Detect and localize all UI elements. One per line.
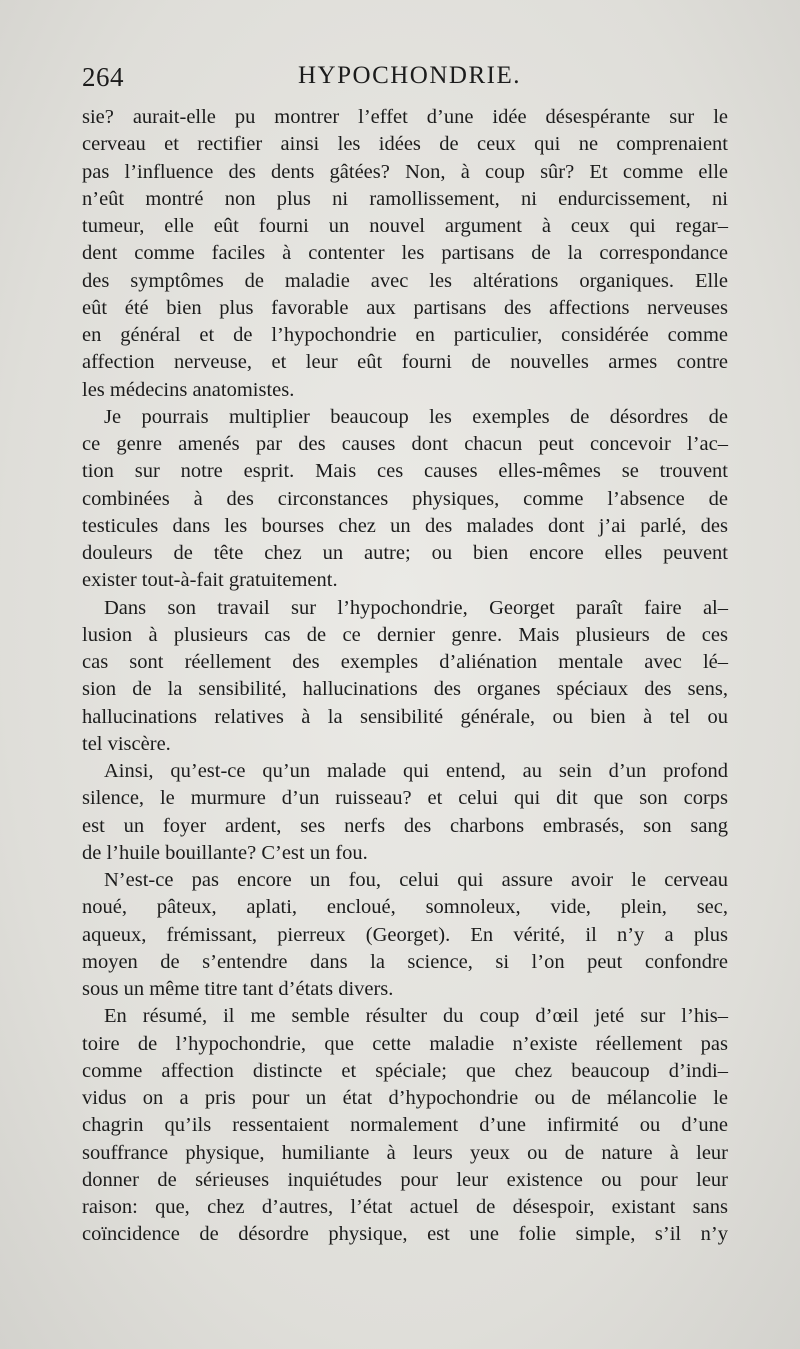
text-line: noué, pâteux, aplati, encloué, somnoleux, vide, plein, sec,	[82, 896, 728, 919]
text-line: de l’huile bouillante? C’est un fou.	[82, 841, 368, 864]
text-line: des symptômes de maladie avec les altérations organiques. Elle	[82, 269, 728, 292]
text-line: en général et de l’hypochondrie en particulier, considérée comme	[82, 324, 728, 346]
text-line: sous un même titre tant d’états divers.	[82, 978, 394, 1000]
text-line: Ainsi, qu’est-ce qu’un malade qui entend, au sein d’un profond	[104, 760, 728, 782]
text-line: En résumé, il me semble résulter du coup d’œil jeté sur l’his–	[104, 1005, 728, 1028]
text-line: lusion à plusieurs cas de ce dernier genre. Mais plusieurs de ces	[82, 623, 728, 646]
text-line: vidus on a pris pour un état d’hypochondrie ou de mélancolie le	[82, 1087, 728, 1109]
text-line: hallucinations relatives à la sensibilité générale, ou bien à tel ou	[82, 705, 728, 728]
text-line: tumeur, elle eût fourni un nouvel argument à ceux qui regar–	[82, 215, 728, 237]
text-line: cerveau et rectifier ainsi les idées de ceux qui ne comprenaient	[82, 133, 728, 156]
body-text	[82, 104, 728, 1249]
text-line: est un foyer ardent, ses nerfs des charbons embrasés, son sang	[82, 814, 728, 837]
text-line: douleurs de tête chez un autre; ou bien encore elles peuvent	[82, 542, 728, 564]
text-line: eût été bien plus favorable aux partisans des affections nerveuses	[82, 296, 728, 319]
text-line: toire de l’hypochondrie, que cette maladie n’existe réellement pas	[82, 1032, 728, 1055]
text-line: testicules dans les bourses chez un des malades dont j’ai parlé, des	[82, 514, 728, 537]
text-line: sie? aurait-elle pu montrer l’effet d’une idée désespérante sur le	[82, 106, 728, 128]
text-line: silence, le murmure d’un ruisseau? et celui qui dit que son corps	[82, 787, 728, 810]
text-line: Dans son travail sur l’hypochondrie, Georget paraît faire al–	[104, 596, 728, 619]
text-line: Je pourrais multiplier beaucoup les exemples de désordres de	[104, 405, 728, 428]
text-line: comme affection distincte et spéciale; que chez beaucoup d’indi–	[82, 1059, 728, 1082]
text-line: raison: que, chez d’autres, l’état actuel de désespoir, existant sans	[82, 1196, 728, 1218]
text-line: aqueux, frémissant, pierreux (Georget). En vérité, il n’y a plus	[82, 923, 728, 946]
text-line: affection nerveuse, et leur eût fourni de nouvelles armes contre	[82, 351, 728, 374]
text-line: n’eût montré non plus ni ramollissement, ni endurcissement, ni	[82, 187, 728, 210]
running-head: HYPOCHONDRIE.	[298, 62, 521, 89]
text-line: ce genre amenés par des causes dont chacun peut concevoir l’ac–	[82, 433, 728, 455]
text-line: souffrance physique, humiliante à leurs yeux ou de nature à leur	[82, 1141, 728, 1164]
text-line: coïncidence de désordre physique, est une folie simple, s’il n’y	[82, 1223, 728, 1246]
text-line: tel viscère.	[82, 732, 171, 755]
text-line: tion sur notre esprit. Mais ces causes elles-mêmes se trouvent	[82, 460, 728, 483]
text-line: moyen de s’entendre dans la science, si l’on peut confondre	[82, 950, 728, 973]
page-number: 264	[82, 62, 124, 92]
page-header	[82, 62, 728, 96]
text-line: donner de sérieuses inquiétudes pour leur existence ou pour leur	[82, 1168, 728, 1191]
text-line: les médecins anatomistes.	[82, 378, 295, 401]
text-line: sion de la sensibilité, hallucinations des organes spéciaux des sens,	[82, 678, 728, 701]
text-line: exister tout-à-fait gratuitement.	[82, 569, 338, 592]
text-line: N’est-ce pas encore un fou, celui qui assure avoir le cerveau	[104, 869, 728, 891]
text-line: pas l’influence des dents gâtées? Non, à coup sûr? Et comme elle	[82, 160, 728, 183]
text-line: chagrin qu’ils ressentaient normalement d’une infirmité ou d’une	[82, 1114, 728, 1137]
text-line: cas sont réellement des exemples d’aliénation mentale avec lé–	[82, 651, 728, 673]
text-line: combinées à des circonstances physiques, comme l’absence de	[82, 487, 728, 510]
text-line: dent comme faciles à contenter les partisans de la correspondance	[82, 242, 728, 265]
